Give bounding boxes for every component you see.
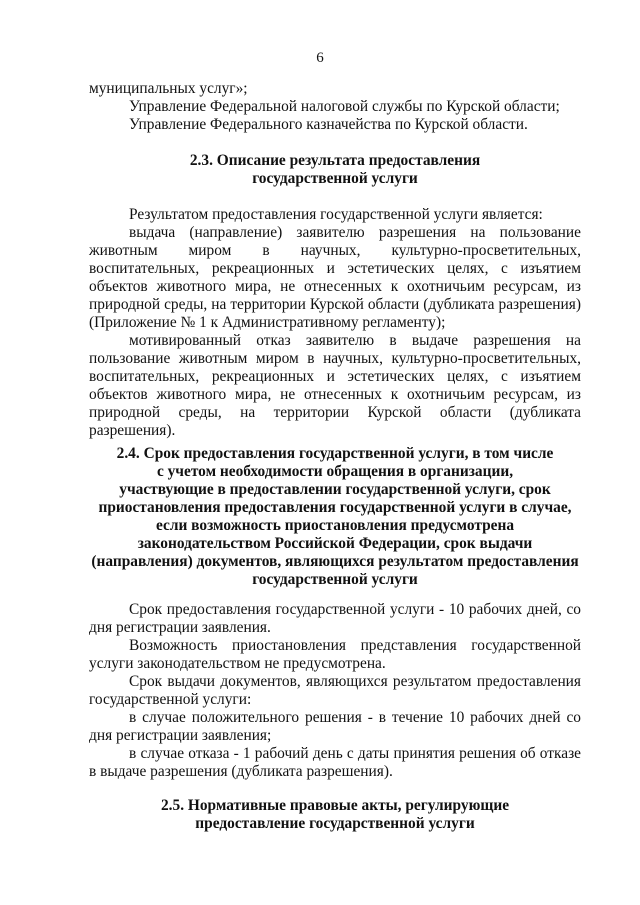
heading-line: участвующие в предоставлении государственной услуги, срок [119,481,551,498]
section-2-4-heading [89,445,581,589]
text-line: разрешения). [89,422,176,439]
text-line: Управление Федерального казначейства по Курской области. [129,116,528,133]
text-line: муниципальных услуг»; [89,80,248,97]
heading-line: предоставление государственной услуги [195,815,475,832]
text-line: Возможность приостановления представления государственной [129,637,581,654]
text-line: в выдаче разрешения (дубликата разрешения). [89,763,393,780]
text-line: выдача (направление) заявителю разрешения на пользование [129,224,581,241]
text-line: государственной услуги: [89,691,252,708]
heading-line: 2.4. Срок предоставления государственной услуги, в том числе [116,445,554,462]
heading-line: законодательством Российской Федерации, срок выдачи [137,535,533,552]
heading-line: с учетом необходимости обращения в организации, [156,463,514,480]
text-line: воспитательных, рекреационных и эстетических целях, с изъятием [89,368,581,385]
heading-line: государственной услуги [252,571,418,588]
text-line: услуги законодательством не предусмотрена. [89,655,386,672]
section-2-5-heading [89,797,581,833]
text-line: в случае отказа - 1 рабочий день с даты принятия решения об отказе [129,745,581,762]
text-line: пользование животным миром в научных, культурно-просветительных, [89,350,581,367]
page-number: 6 [316,50,324,66]
text-line: природной среды, на территории Курской области (дубликата [89,404,581,421]
text-line: (Приложение № 1 к Административному регламенту); [89,314,446,331]
text-line: Управление Федеральной налоговой службы по Курской области; [129,98,560,115]
heading-line: приостановления предоставления государственной услуги в случае, [98,499,572,516]
text-line: Результатом предоставления государственной услуги является: [129,206,543,223]
text-line: животным миром в научных, культурно-просветительных, [89,242,581,259]
text-line: Срок предоставления государственной услуги - 10 рабочих дней, со [129,601,581,618]
text-line: в случае положительного решения - в течение 10 рабочих дней со [129,709,581,726]
heading-line: 2.3. Описание результата предоставления [189,152,481,169]
top-lines [89,80,581,134]
section-2-3-heading [89,152,581,188]
section-2-3-body [89,206,581,440]
text-line: воспитательных, рекреационных и эстетических целях, с изъятием [89,260,581,277]
text-line: дня регистрации заявления; [89,727,272,744]
text-line: объектов животного мира, не отнесенных к охотничьим ресурсам, из [89,278,581,295]
heading-line: (направления) документов, являющихся результатом предоставления [91,553,579,570]
heading-line: если возможность приостановления предусмотрена [155,517,515,534]
text-line: природной среды, на территории Курской области (дубликата разрешения) [89,296,581,313]
heading-line: 2.5. Нормативные правовые акты, регулирующие [160,797,510,814]
section-2-4-body [89,601,581,781]
text-line: мотивированный отказ заявителю в выдаче разрешения на [129,332,581,349]
heading-line: государственной услуги [252,170,418,187]
text-line: Срок выдачи документов, являющихся результатом предоставления [129,673,581,690]
text-line: объектов животного мира, не отнесенных к охотничьим ресурсам, из [89,386,581,403]
text-line: дня регистрации заявления. [89,619,271,636]
